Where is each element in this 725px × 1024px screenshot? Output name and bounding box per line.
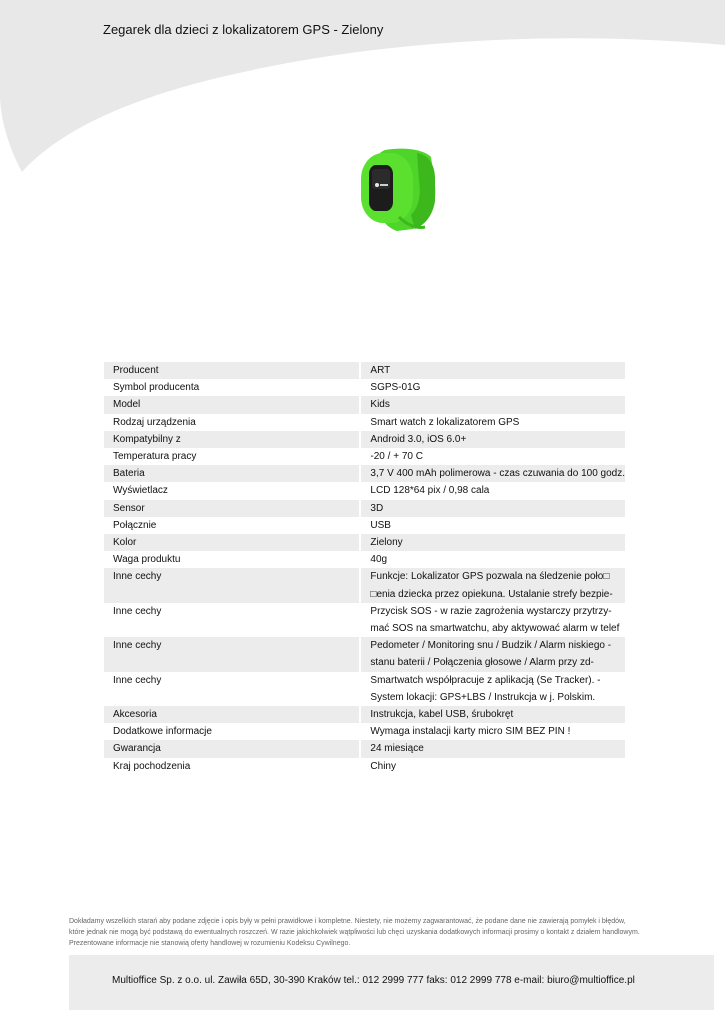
- spec-value: [361, 551, 625, 568]
- spec-label: Połącznie: [113, 519, 157, 531]
- spec-value-line: stanu baterii / Połączenia głosowe / Alarm przy zd-: [370, 657, 594, 669]
- green-smartwatch-icon: [355, 145, 440, 235]
- spec-value: [361, 517, 625, 534]
- spec-value: [361, 672, 625, 706]
- spec-label: Inne cechy: [104, 637, 359, 671]
- spec-value-line: Pedometer / Monitoring snu / Budzik / Alarm niskiego -: [370, 640, 612, 652]
- spec-label: Kompatybilny z: [104, 431, 359, 448]
- spec-label: Producent: [104, 362, 359, 379]
- spec-row: [104, 379, 625, 396]
- disclaimer: [69, 916, 689, 949]
- spec-value: [361, 448, 625, 465]
- specifications-table: [104, 362, 625, 775]
- spec-row: [104, 740, 625, 757]
- spec-row: [104, 500, 625, 517]
- spec-value-line: mać SOS na smartwatchu, aby aktywować alarm w telef: [370, 623, 620, 634]
- spec-label: Sensor: [104, 500, 359, 517]
- spec-value-line: USB: [370, 519, 391, 531]
- disclaimer-line: które jednak nie mogą być podstawą do ewentualnych roszczeń. W razie jakichkolwiek wątpliwości lub chęci uzyskania dodatkowych informacji prosimy o kontakt z działem handlowym.: [69, 929, 640, 936]
- spec-value: [361, 706, 625, 723]
- spec-value-line: Chiny: [370, 760, 396, 772]
- spec-value-line: 3D: [370, 502, 384, 514]
- spec-label: Wyświetlacz: [113, 485, 168, 497]
- spec-value: [361, 379, 625, 396]
- spec-value-line: 40g: [370, 554, 388, 566]
- spec-value-line: Instrukcja, kabel USB, śrubokręt: [370, 708, 514, 720]
- spec-value: [361, 431, 625, 448]
- spec-value-line: 3,7 V 400 mAh polimerowa - czas czuwania do 100 godz.: [370, 468, 625, 480]
- spec-value: [361, 414, 625, 431]
- spec-label: Symbol producenta: [113, 382, 200, 394]
- spec-value-line: Smartwatch współpracuje z aplikacją (Se Tracker). -: [370, 674, 601, 686]
- spec-label: Waga produktu: [113, 554, 181, 566]
- spec-label: Gwarancja: [104, 740, 359, 757]
- spec-value: [361, 482, 625, 499]
- spec-label: Akcesoria: [104, 706, 359, 723]
- spec-label: Kraj pochodzenia: [113, 760, 191, 772]
- spec-value: [361, 637, 625, 671]
- spec-row: [104, 568, 625, 602]
- spec-value: [361, 603, 625, 637]
- spec-value-line: □enia dziecka przez opiekuna. Ustalanie strefy bezpie-: [370, 588, 613, 600]
- spec-value-line: LCD 128*64 pix / 0,98 cala: [370, 485, 490, 497]
- spec-value: [361, 362, 625, 379]
- disclaimer-line: Prezentowane informacje nie stanowią oferty handlowej w rozumieniu Kodeksu Cywilnego.: [69, 940, 351, 947]
- footer: [69, 955, 714, 1010]
- spec-row: [104, 448, 625, 465]
- spec-value: [361, 534, 625, 551]
- spec-row: [104, 672, 625, 706]
- spec-value: [361, 500, 625, 517]
- spec-label: Temperatura pracy: [113, 451, 197, 463]
- spec-row: [104, 465, 625, 482]
- spec-row: [104, 603, 625, 637]
- spec-value-line: -20 / + 70 C: [370, 451, 423, 463]
- spec-value: [361, 568, 625, 602]
- spec-value-line: Zielony: [370, 537, 403, 549]
- spec-row: [104, 758, 625, 775]
- spec-row: [104, 551, 625, 568]
- spec-value-line: Wymaga instalacji karty micro SIM BEZ PIN !: [370, 726, 571, 738]
- spec-label: Inne cechy: [104, 568, 359, 602]
- spec-label: Kolor: [104, 534, 359, 551]
- spec-value-line: SGPS-01G: [370, 382, 421, 394]
- spec-value-line: System lokacji: GPS+LBS / Instrukcja w j. Polskim.: [370, 691, 596, 703]
- spec-label: Dodatkowe informacje: [113, 726, 212, 738]
- spec-value-line: Android 3.0, iOS 6.0+: [370, 433, 467, 445]
- spec-value-line: Kids: [370, 399, 390, 411]
- spec-row: [104, 482, 625, 499]
- spec-row: [104, 534, 625, 551]
- page-title: Zegarek dla dzieci z lokalizatorem GPS - Zielony: [103, 22, 384, 37]
- spec-value-line: Przycisk SOS - w razie zagrożenia wystarczy przytrzy-: [370, 605, 612, 617]
- spec-value: [361, 396, 625, 413]
- spec-value-line: 24 miesiące: [370, 743, 424, 755]
- spec-value-line: ART: [370, 365, 391, 376]
- spec-row: [104, 517, 625, 534]
- spec-label: Rodzaj urządzenia: [113, 416, 196, 428]
- spec-value: [361, 758, 625, 775]
- spec-value-line: Funkcje: Lokalizator GPS pozwala na śledzenie poło□: [370, 571, 610, 583]
- spec-label: Inne cechy: [113, 605, 162, 617]
- spec-row: [104, 723, 625, 740]
- footer-contact: Multioffice Sp. z o.o. ul. Zawiła 65D, 30-390 Kraków tel.: 012 2999 777 faks: 012 2999 778 e-mail: biuro@multioffice.pl: [112, 975, 635, 986]
- spec-row: [104, 396, 625, 413]
- spec-value: [361, 723, 625, 740]
- spec-row: [104, 431, 625, 448]
- spec-value: [361, 465, 625, 482]
- spec-row: [104, 362, 625, 379]
- spec-row: [104, 706, 625, 723]
- spec-row: [104, 637, 625, 671]
- spec-row: [104, 414, 625, 431]
- spec-label: Inne cechy: [113, 674, 162, 686]
- disclaimer-line: Dokładamy wszelkich starań aby podane zdjęcie i opis były w pełni prawidłowe i kompletne. Niestety, nie możemy zagwarantować, że podane dane nie zawierają pomyłek i błędów,: [69, 918, 626, 925]
- spec-value-line: Smart watch z lokalizatorem GPS: [370, 416, 520, 428]
- spec-value: [361, 740, 625, 757]
- spec-label: Model: [104, 396, 359, 413]
- spec-label: Bateria: [104, 465, 359, 482]
